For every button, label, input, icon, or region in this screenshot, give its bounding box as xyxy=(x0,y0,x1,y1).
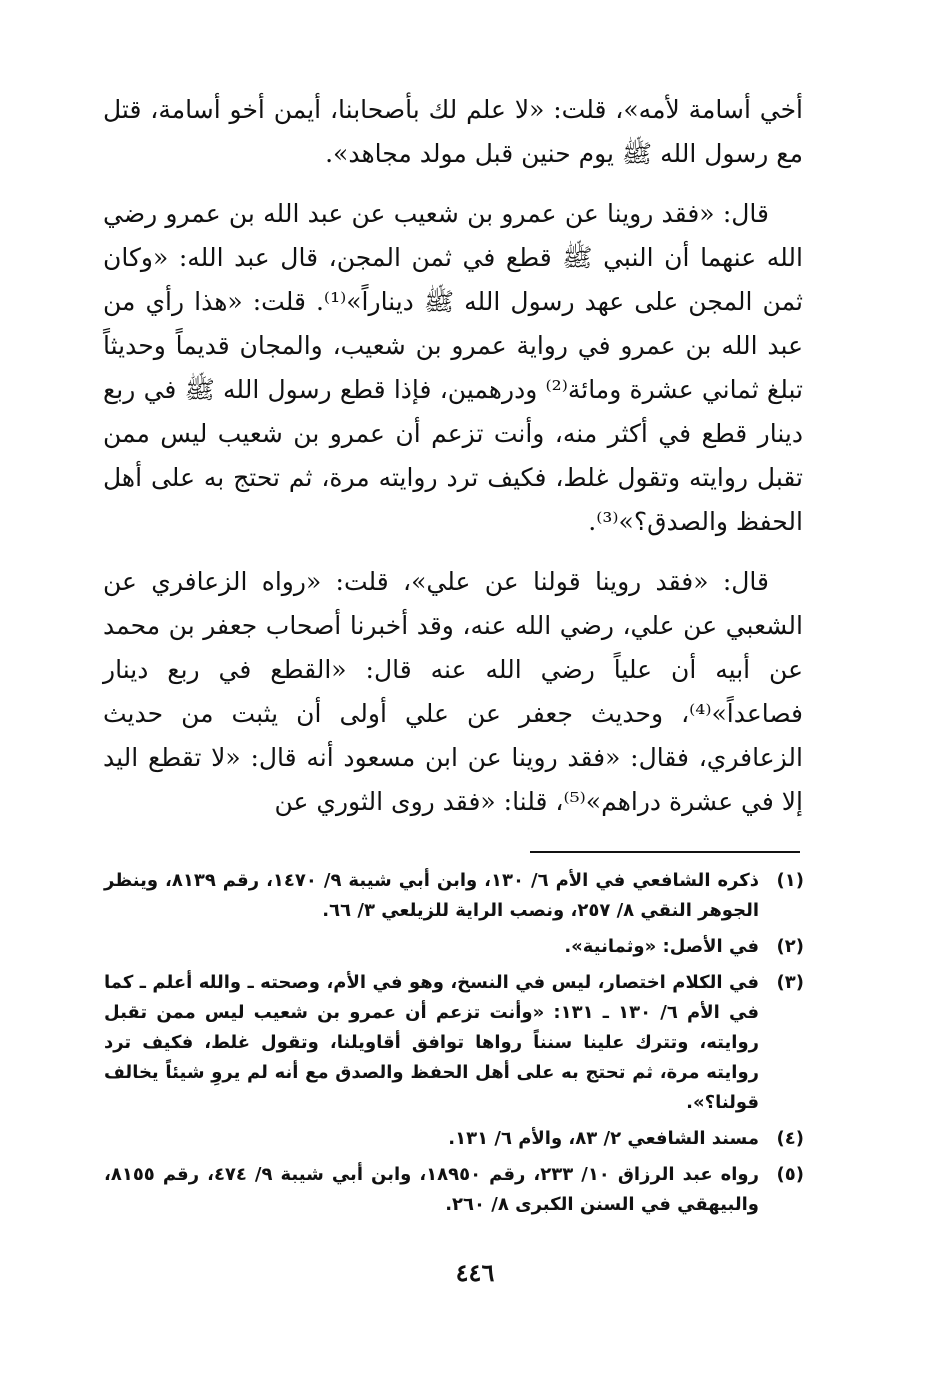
footnote-number: (٣) xyxy=(776,972,804,993)
footnote-1 xyxy=(104,866,804,926)
footnote-text: في الأصل: «وثمانية». xyxy=(564,936,759,957)
footnote-2 xyxy=(104,932,804,962)
footnotes xyxy=(104,866,804,1226)
footnote-number: (٢) xyxy=(776,936,804,957)
footnote-text: ذكره الشافعي في الأم ٦/ ١٣٠، وابن أبي شيبة ٩/ ١٤٧٠، رقم ٨١٣٩، وينظر الجوهر النقي ٨/ ٢٥٧، ونصب الراية للزيلعي ٣/ ٦٦. xyxy=(104,870,760,921)
footnote-text: مسند الشافعي ٢/ ٨٣، والأم ٦/ ١٣١. xyxy=(448,1128,759,1149)
paragraph-2: قال: «فقد روينا عن عمرو بن شعيب عن عبد الله بن عمرو رضي الله عنهما أن النبي ﷺ قطع في ثمن المجن، قال عبد الله: «وكان ثمن المجن على عهد رسول الله ﷺ ديناراً»⁽¹⁾. قلت: «هذا رأي من عبد الله بن عمرو في رواية عمرو بن شعيب، والمجان قديماً وحديثاً تبلغ ثماني عشرة ومائة⁽²⁾ ودرهمين، فإذا قطع رسول الله ﷺ في ربع دينار قطع في أكثر منه، وأنت تزعم أن عمرو بن شعيب ليس ممن تقبل روايته وتقول غلط، فكيف ترد روايته مرة، ثم تحتج به على أهل الحفظ والصدق؟»⁽³⁾. xyxy=(103,199,803,536)
footnote-text: في الكلام اختصار، ليس في النسخ، وهو في الأم، وصحته ـ والله أعلم ـ كما في الأم ٦/ ١٣٠ ـ ١٣١: «وأنت تزعم أن عمرو بن شعيب ليس ممن تقبل روايته، وتترك علينا سنناً رواها توافق أقاويلنا، وتقول غلط، فكيف ترد روايته مرة، ثم تحتج به على أهل الحفظ والصدق مع أنه لم يروِ شيئاً يخالف قولنا؟». xyxy=(104,972,760,1113)
paragraph-1: أخي أسامة لأمه»، قلت: «لا علم لك بأصحابنا، أيمن أخو أسامة، قتل مع رسول الله ﷺ يوم حنين قبل مولد مجاهد». xyxy=(103,95,803,168)
footnote-separator xyxy=(530,851,800,853)
footnote-number: (٤) xyxy=(776,1128,804,1149)
paragraph-3: قال: «فقد روينا قولنا عن علي»، قلت: «رواه الزعافري عن الشعبي عن علي، رضي الله عنه، وقد أخبرنا أصحاب جعفر بن محمد عن أبيه أن علياً رضي الله عنه قال: «القطع في ربع دينار فصاعداً»⁽⁴⁾، وحديث جعفر عن علي أولى أن يثبت من حديث الزعافري، فقال: «فقد روينا عن ابن مسعود أنه قال: «لا تقطع اليد إلا في عشرة دراهم»⁽⁵⁾، قلنا: «فقد روى الثوري عن xyxy=(103,567,803,816)
footnote-text: رواه عبد الرزاق ١٠/ ٢٣٣، رقم ١٨٩٥٠، وابن أبي شيبة ٩/ ٤٧٤، رقم ٨١٥٥، والبيهقي في السنن الكبرى ٨/ ٢٦٠. xyxy=(104,1164,759,1215)
footnote-3 xyxy=(104,968,804,1118)
footnote-number: (٥) xyxy=(776,1164,804,1185)
footnote-4 xyxy=(104,1124,804,1154)
footnote-5 xyxy=(104,1160,804,1220)
footnote-number: (١) xyxy=(776,870,804,891)
page-number: ٤٤٦ xyxy=(455,1258,495,1287)
